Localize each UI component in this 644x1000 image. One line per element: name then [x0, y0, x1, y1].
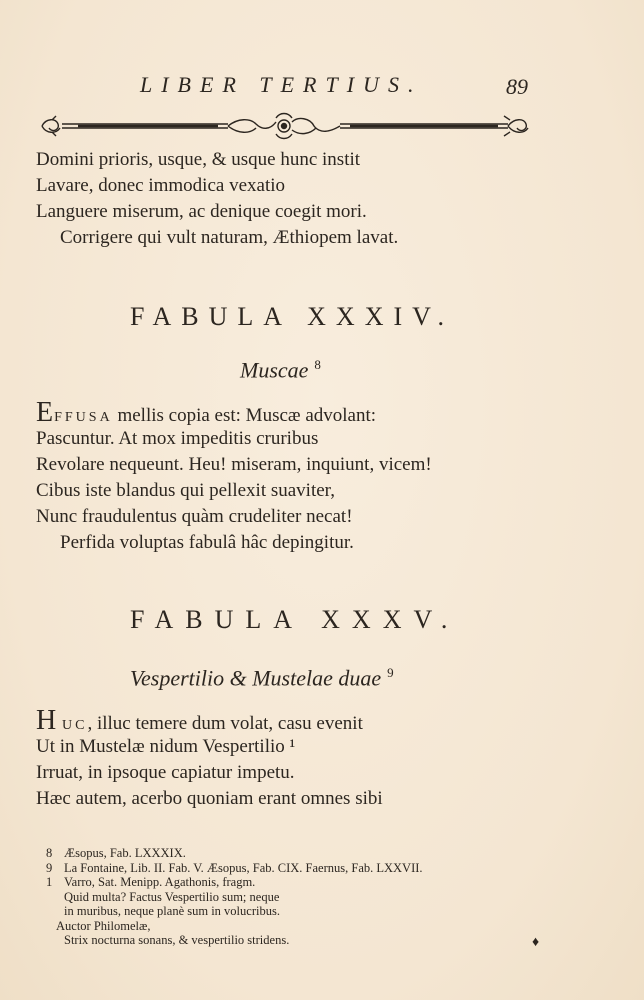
verse-first-line	[36, 397, 432, 428]
footnote-1-quote-line: in muribus, neque planè sum in volucribus.	[64, 904, 280, 918]
footnote-number: 9	[46, 860, 53, 875]
verse-line: Ut in Mustelæ nidum Vespertilio ¹	[36, 736, 296, 757]
small-caps-word: FFUSA	[54, 410, 113, 425]
decorative-rule-ornament-icon	[38, 108, 530, 144]
verse-block-fabula-33-end	[36, 147, 398, 251]
verse-line: Hæc autem, acerbo quoniam erant omnes sibi	[36, 788, 383, 809]
footnote-text: La Fontaine, Lib. II. Fab. V. Æsopus, Fab. CIX. Faernus, Fab. LXXVII.	[64, 860, 423, 875]
fabula-35-title: FABULA XXXV.	[130, 605, 460, 634]
drop-capital: H	[36, 705, 57, 736]
verse-line-moral: Corrigere qui vult naturam, Æthiopem lavat.	[60, 227, 399, 248]
verse-line-rest: mellis copia est: Muscæ advolant:	[112, 405, 377, 426]
drop-capital: E	[36, 397, 54, 428]
verse-first-line	[36, 705, 383, 736]
verse-line: Irruat, in ipsoque capiatur impetu.	[36, 762, 295, 783]
footnote-text: Varro, Sat. Menipp. Agathonis, fragm.	[64, 875, 256, 889]
footnote-text: Æsopus, Fab. LXXXIX.	[64, 846, 186, 860]
footnote-reference: 9	[387, 665, 394, 680]
verse-line-rest: , illuc temere dum volat, casu evenit	[87, 713, 363, 734]
page-number: 89	[506, 74, 528, 99]
footnote-8	[46, 846, 423, 861]
signature-mark: ♦	[532, 935, 540, 950]
running-title: LIBER TERTIUS.	[140, 72, 423, 97]
verse-line: Pascuntur. At mox impeditis cruribus	[36, 428, 319, 449]
footnote-1-author-line: Auctor Philomelæ,	[56, 918, 151, 933]
fabula-34-subtitle-text: Muscae	[240, 357, 309, 383]
fabula-34-subtitle	[240, 357, 321, 383]
small-caps-word: UC	[61, 718, 88, 733]
footnote-9	[46, 861, 423, 876]
footnotes	[46, 846, 423, 948]
verse-line: Cibus iste blandus qui pellexit suaviter,	[36, 480, 335, 501]
footnote-number: 1	[46, 875, 53, 889]
verse-block-fabula-34	[36, 397, 432, 556]
verse-line: Domini prioris, usque, & usque hunc instit	[36, 149, 361, 170]
footnote-reference: 8	[314, 357, 321, 372]
footnote-1-quote-line: Strix nocturna sonans, & vespertilio stridens.	[64, 933, 290, 947]
fabula-34-title: FABULA XXXIV.	[130, 302, 455, 331]
footnote-number: 8	[46, 846, 53, 860]
verse-line: Languere miserum, ac denique coegit mori.	[36, 201, 367, 222]
footnote-1	[46, 875, 423, 890]
verse-line: Lavare, donec immodica vexatio	[36, 175, 286, 196]
fabula-35-subtitle	[130, 665, 394, 691]
verse-line-moral: Perfida voluptas fabulâ hâc depingitur.	[60, 532, 354, 553]
verse-block-fabula-35	[36, 705, 383, 812]
fabula-35-subtitle-text: Vespertilio & Mustelae duae	[130, 665, 382, 691]
verse-line: Nunc fraudulentus quàm crudeliter necat!	[36, 506, 353, 527]
verse-line: Revolare nequeunt. Heu! miseram, inquiunt, vicem!	[36, 454, 432, 475]
footnote-1-quote-line: Quid multa? Factus Vespertilio sum; neque	[64, 889, 280, 904]
